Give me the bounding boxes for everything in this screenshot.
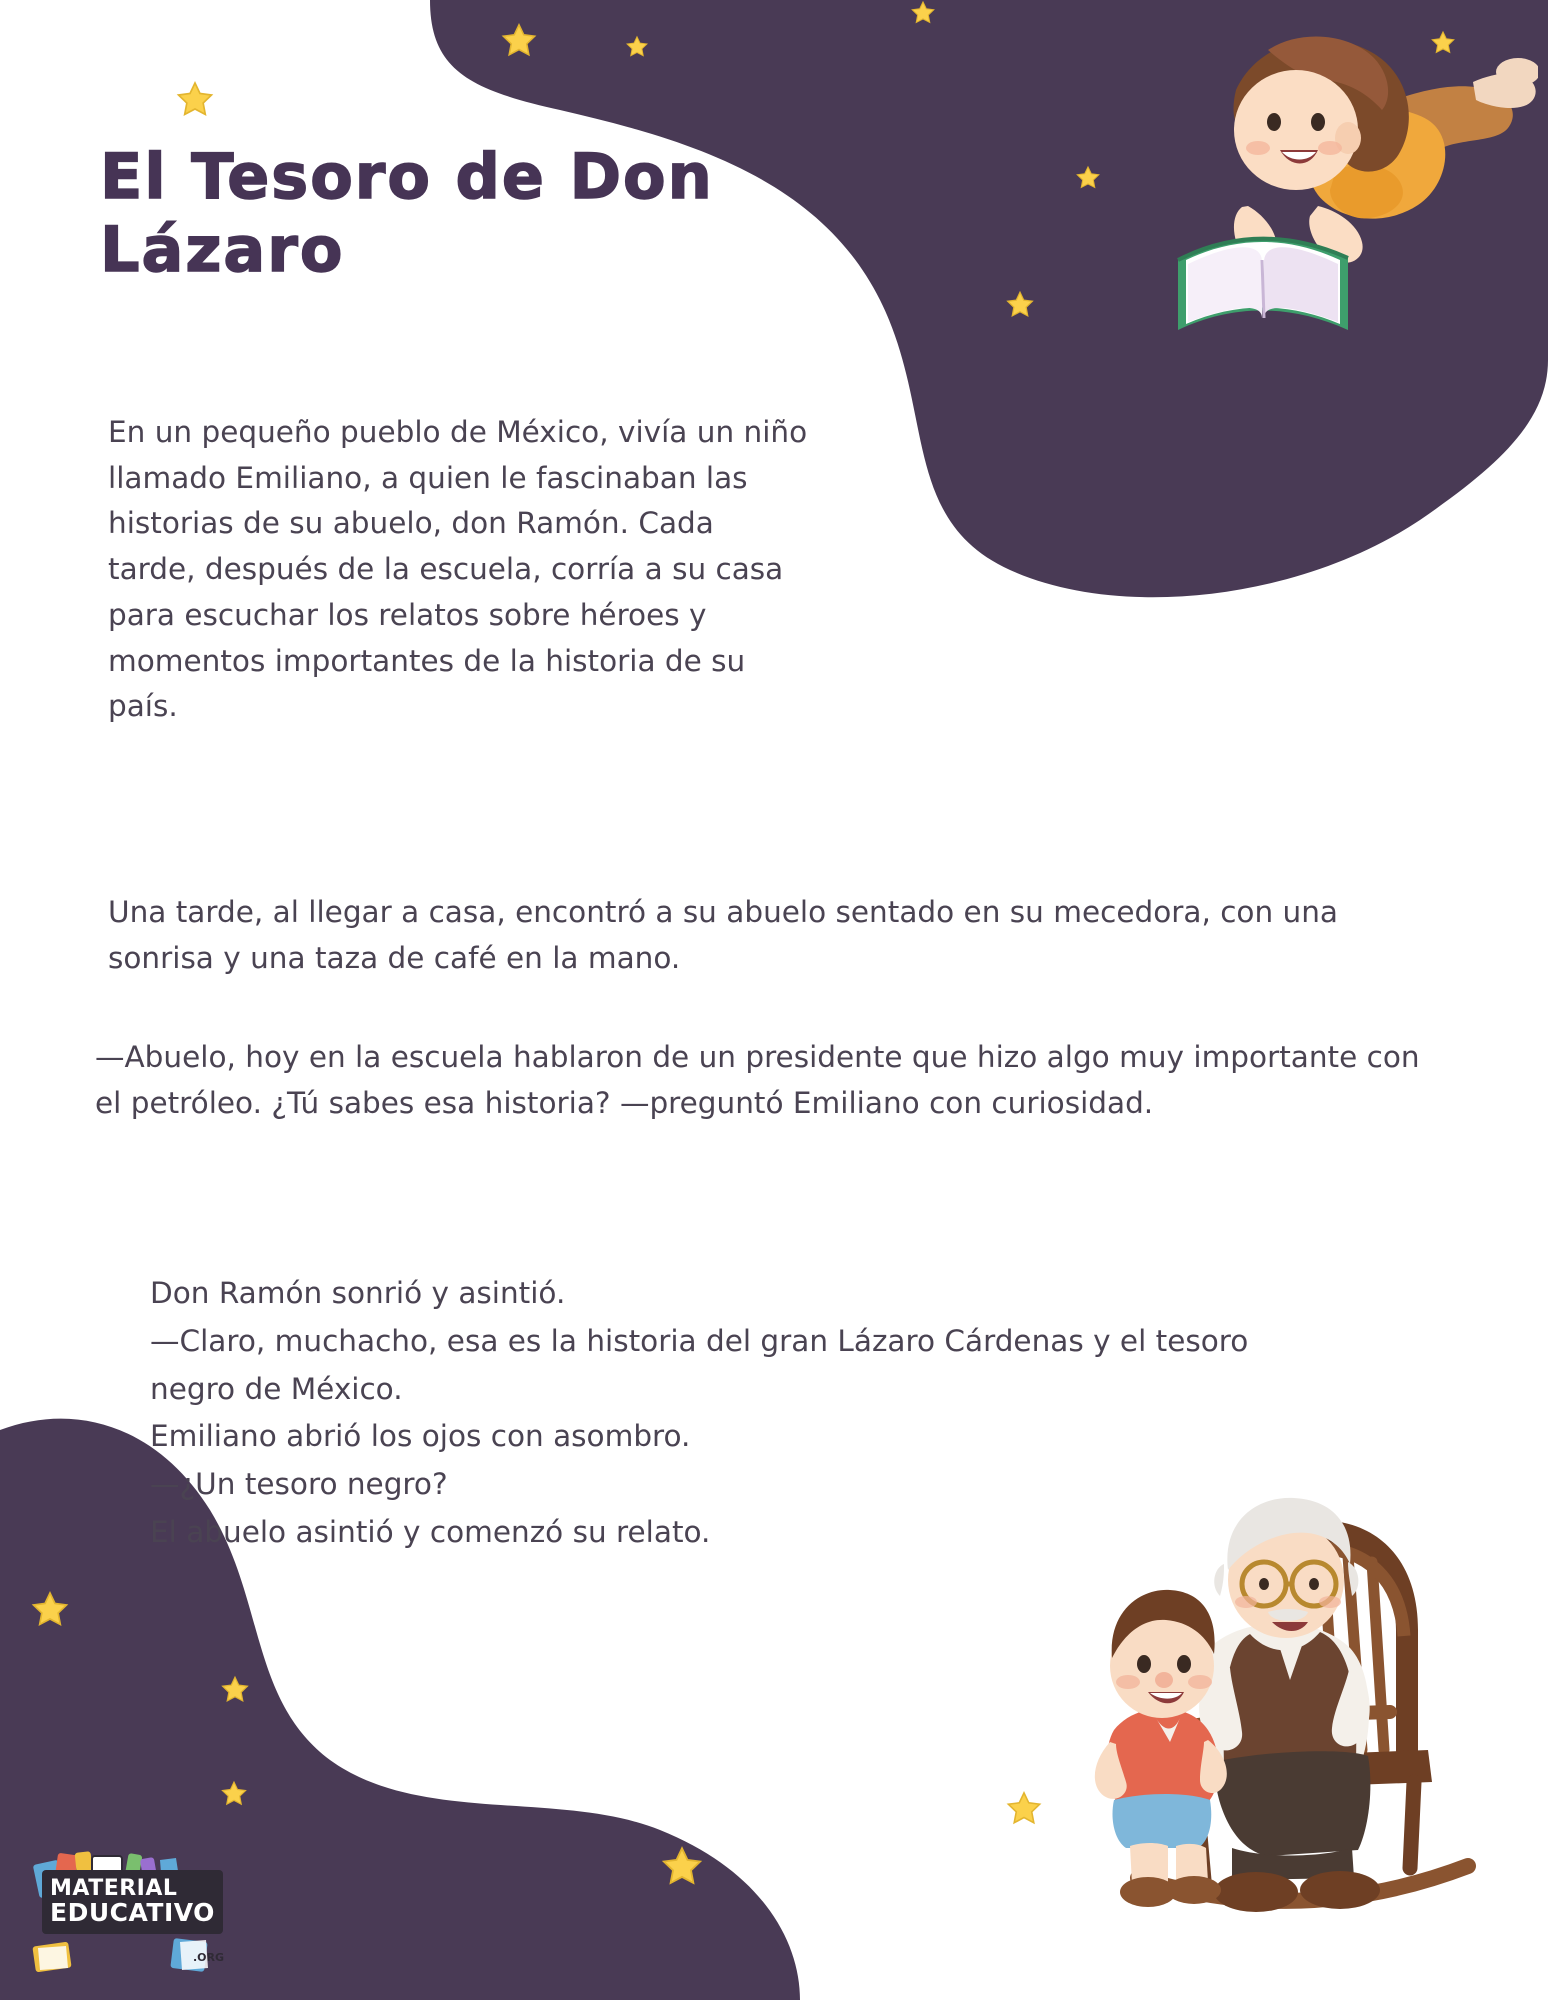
dialogue-line: —Claro, muchacho, esa es la historia del gran Lázaro Cárdenas y el tesoro negro de México. bbox=[150, 1323, 1249, 1406]
dialogue-line: Emiliano abrió los ojos con asombro. bbox=[150, 1419, 691, 1454]
grandpa-and-boy-illustration bbox=[1018, 1430, 1488, 1930]
logo-line-1: MATERIAL bbox=[50, 1876, 178, 1901]
logo-line-2: EDUCATIVO bbox=[50, 1898, 215, 1928]
paragraph-2: Una tarde, al llegar a casa, encontró a su abuelo sentado en su mecedora, con una sonrisa y una taza de café en la mano. bbox=[108, 895, 1339, 975]
page-title: El Tesoro de Don Lázaro bbox=[100, 140, 714, 287]
paragraph-3: —Abuelo, hoy en la escuela hablaron de un presidente que hizo algo muy importante con el petróleo. ¿Tú sabes esa historia? —preguntó Emiliano con curiosidad. bbox=[95, 1040, 1420, 1120]
logo-wordmark bbox=[42, 1870, 223, 1934]
logo-domain-suffix: .ORG bbox=[192, 1951, 224, 1964]
boy-reading-illustration bbox=[1018, 10, 1538, 380]
paragraph-1: En un pequeño pueblo de México, vivía un niño llamado Emiliano, a quien le fascinaban las historias de su abuelo, don Ramón. Cada tarde, después de la escuela, corría a su casa para escuchar los relatos sobre héroes y momentos importantes de la historia de su país. bbox=[108, 415, 808, 724]
dialogue-line: —¿Un tesoro negro? bbox=[150, 1467, 448, 1502]
dialogue-line: El abuelo asintió y comenzó su relato. bbox=[150, 1514, 711, 1549]
dialogue-line: Don Ramón sonrió y asintió. bbox=[150, 1276, 566, 1310]
material-educativo-logo[interactable] bbox=[30, 1848, 224, 1978]
